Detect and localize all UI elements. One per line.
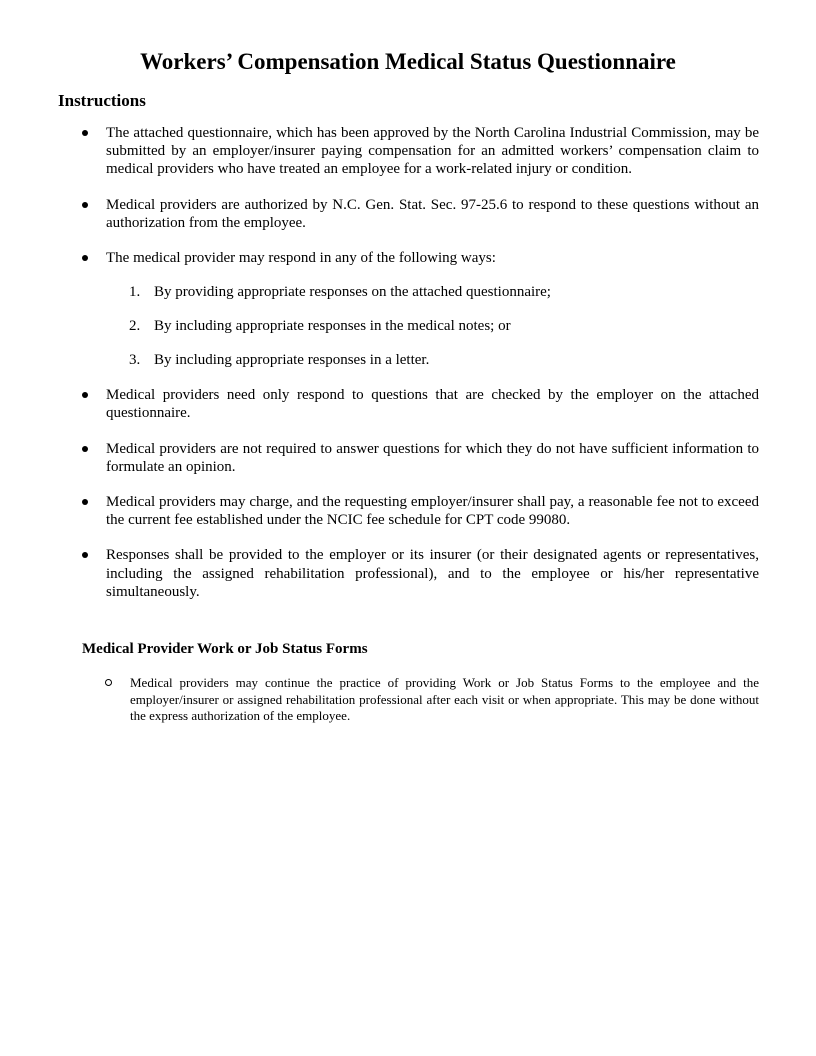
list-item xyxy=(58,493,759,529)
list-item xyxy=(58,546,759,601)
list-item-text: Medical providers are authorized by N.C. Gen. Stat. Sec. 97-25.6 to respond to these questions without an authorization from the employee. xyxy=(106,196,759,231)
instructions-heading: Instructions xyxy=(58,91,146,110)
list-number: 2. xyxy=(129,318,141,335)
list-item-text: Medical providers may continue the practice of providing Work or Job Status Forms to the employee and the employer/insurer or assigned rehabilitation professional after each visit or when appropriate. This may be done without the express authorization of the employee. xyxy=(130,675,759,723)
list-item xyxy=(58,386,759,422)
list-item xyxy=(82,675,759,725)
circle-bullet-icon xyxy=(105,679,112,686)
list-item-text: By including appropriate responses in the medical notes; or xyxy=(154,318,511,335)
list-number: 3. xyxy=(129,352,141,369)
list-item xyxy=(106,351,759,369)
instructions-list xyxy=(58,124,759,618)
page-title: Workers’ Compensation Medical Status Questionnaire xyxy=(140,49,676,74)
list-item-text: By including appropriate responses in a letter. xyxy=(154,352,430,369)
list-item xyxy=(58,124,759,179)
bullet-icon xyxy=(82,130,88,136)
list-item-text: The medical provider may respond in any of the following ways: xyxy=(106,250,496,267)
bullet-icon xyxy=(82,552,88,558)
list-item xyxy=(58,440,759,476)
bullet-icon xyxy=(82,499,88,505)
bullet-icon xyxy=(82,255,88,261)
bullet-icon xyxy=(82,202,88,208)
list-item-text: Medical providers need only respond to questions that are checked by the employer on the attached questionnaire. xyxy=(106,387,759,422)
bullet-icon xyxy=(82,446,88,452)
forms-heading: Medical Provider Work or Job Status Forms xyxy=(82,641,368,657)
list-item xyxy=(106,317,759,335)
list-item xyxy=(58,196,759,232)
list-item-text: The attached questionnaire, which has been approved by the North Carolina Industrial Commission, may be submitted by an employer/insurer paying compensation for an admitted workers’ compensation claim to medical providers who have treated an employee for a work-related injury or condition. xyxy=(106,125,759,178)
list-item-text: Responses shall be provided to the employer or its insurer (or their designated agents or representatives, including the assigned rehabilitation professional), and to the employee or his/her representative simultaneously. xyxy=(106,547,759,600)
list-number: 1. xyxy=(129,284,141,301)
list-item xyxy=(106,283,759,301)
list-item-text: By providing appropriate responses on the attached questionnaire; xyxy=(154,284,551,301)
response-options-list xyxy=(106,283,759,369)
forms-list xyxy=(82,675,759,725)
bullet-icon xyxy=(82,392,88,398)
list-item-text: Medical providers may charge, and the requesting employer/insurer shall pay, a reasonable fee not to exceed the current fee established under the NCIC fee schedule for CPT code 99080. xyxy=(106,494,759,529)
list-item xyxy=(58,249,759,369)
list-item-text: Medical providers are not required to answer questions for which they do not have sufficient information to formulate an opinion. xyxy=(106,440,759,475)
